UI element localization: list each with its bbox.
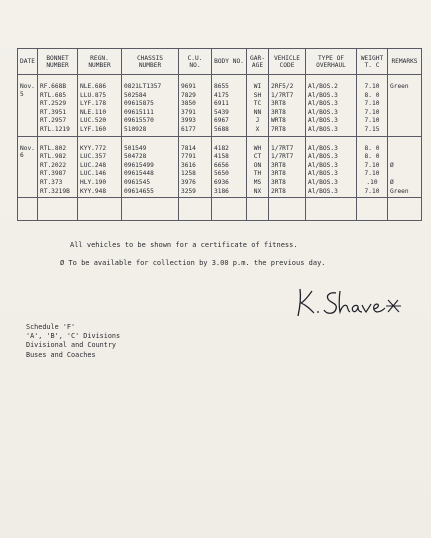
chassis-cell: 501549 504728 09615499 09615448 0961545 09614655 [122, 136, 179, 198]
body-cell: 4182 4158 6656 5650 6936 3186 [212, 136, 247, 198]
table-row-group-2 [18, 136, 422, 198]
body-cell: 8655 4175 6911 5439 6967 5688 [212, 75, 247, 137]
schedule-title: Schedule 'F' [26, 323, 76, 331]
cu-cell: 7814 7791 3616 1258 3976 3259 [179, 136, 212, 198]
garage-cell: WI SH TC NN J X [247, 75, 269, 137]
vehicle-code-cell: 1/7RT7 1/7RT7 3RT8 3RT8 3RT8 2RT8 [269, 136, 306, 198]
header-vehicle-code: VEHICLE CODE [269, 49, 306, 75]
bonnet-cell: RTL.802 RTL.982 RT.2022 RT.3987 RT.373 RT.3219B [38, 136, 78, 198]
remarks-cell: Green [388, 75, 422, 137]
certificate-note: All vehicles to be shown for a certificate of fitness. [70, 241, 298, 249]
bonnet-cell: RF.668B RTL.685 RT.2529 RT.3951 RT.2957 RTL.1219 [38, 75, 78, 137]
schedule-area: Divisional and Country [26, 341, 117, 350]
header-garage: GAR-AGE [247, 49, 269, 75]
remarks-cell: Ø Ø Green [388, 136, 422, 198]
signature-mark [292, 283, 412, 323]
schedule-vehicle-types: Buses and Coaches [26, 350, 96, 359]
overhaul-cell: Al/BOS.2 Al/BOS.3 Al/BOS.3 Al/BOS.3 Al/BOS.3 Al/BOS.3 [306, 75, 357, 137]
group-date: Nov. 6 [18, 136, 38, 198]
table-row-blank [18, 198, 422, 221]
chassis-cell: 0821LT1357 502584 09615875 09615111 09615570 510928 [122, 75, 179, 137]
schedule-block [26, 323, 120, 360]
schedule-divisions: 'A', 'B', 'C' Divisions [26, 332, 121, 341]
overhaul-register-table [17, 48, 422, 221]
regn-cell: KYY.772 LUC.357 LUC.248 LUC.146 HLY.190 KYY.948 [78, 136, 122, 198]
header-cu: C.U. NO. [179, 49, 212, 75]
weight-cell: 8. 0 8. 0 7.10 7.10 .10 7.10 [357, 136, 388, 198]
table-header-row [18, 49, 422, 75]
garage-cell: WH CT ON TH MS NX [247, 136, 269, 198]
table-row-group-1 [18, 75, 422, 137]
header-chassis: CHASSIS NUMBER [122, 49, 179, 75]
header-overhaul: TYPE OF OVERHAUL [306, 49, 357, 75]
weight-cell: 7.10 8. 0 7.10 7.10 7.10 7.15 [357, 75, 388, 137]
header-remarks: REMARKS [388, 49, 422, 75]
group-date: Nov. 5 [18, 75, 38, 137]
header-body: BODY NO. [212, 49, 247, 75]
vehicle-code-cell: 2RF5/2 1/7RT7 3RT8 3RT8 WRT8 7RT8 [269, 75, 306, 137]
collection-note: Ø To be available for collection by 3.00 p.m. the previous day. [60, 259, 326, 267]
cu-cell: 9691 7829 3850 3791 3993 6177 [179, 75, 212, 137]
regn-cell: NLE.686 LLU.875 LYF.178 NLE.110 LUC.520 LYF.160 [78, 75, 122, 137]
header-bonnet: BONNET NUMBER [38, 49, 78, 75]
header-date: DATE [18, 49, 38, 75]
header-weight: WEIGHT T. C [357, 49, 388, 75]
header-regn: REGN. NUMBER [78, 49, 122, 75]
overhaul-cell: Al/BOS.3 Al/BOS.3 Al/BOS.3 Al/BOS.3 Al/BOS.3 Al/BOS.3 [306, 136, 357, 198]
